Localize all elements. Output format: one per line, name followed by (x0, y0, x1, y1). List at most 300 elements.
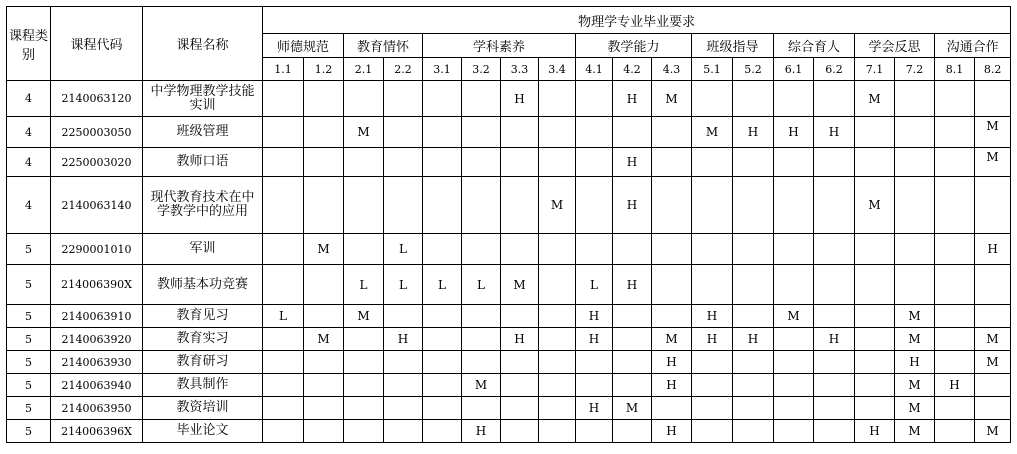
support-level-cell: M (652, 328, 692, 351)
support-level-cell: L (344, 265, 384, 305)
table-row (7, 234, 1011, 265)
indicator-header: 7.1 (855, 58, 895, 81)
support-level-cell (935, 397, 975, 420)
support-level-cell: H (652, 420, 692, 443)
course-category-cell: 4 (7, 177, 51, 234)
table-row (7, 265, 1011, 305)
support-level-cell (975, 397, 1011, 420)
course-name-cell: 教资培训 (143, 397, 263, 420)
indicator-header: 6.2 (814, 58, 855, 81)
support-level-cell (344, 397, 384, 420)
indicator-header: 3.4 (539, 58, 576, 81)
support-level-cell (652, 234, 692, 265)
support-level-cell (935, 234, 975, 265)
course-code-cell: 214006390X (51, 265, 143, 305)
support-level-cell (935, 81, 975, 117)
support-level-cell (774, 265, 814, 305)
support-level-cell (576, 177, 613, 234)
support-level-cell: H (652, 351, 692, 374)
course-category-cell: 4 (7, 148, 51, 177)
support-level-cell (462, 234, 501, 265)
support-level-cell (733, 374, 774, 397)
support-level-cell: M (304, 328, 344, 351)
course-category-cell: 5 (7, 397, 51, 420)
support-level-cell (692, 397, 733, 420)
support-level-cell: H (895, 351, 935, 374)
support-level-cell (263, 374, 304, 397)
support-level-cell (692, 351, 733, 374)
support-level-cell (501, 117, 539, 148)
support-level-cell (975, 374, 1011, 397)
support-level-cell (895, 148, 935, 177)
course-name-cell: 军训 (143, 234, 263, 265)
course-name-cell: 教师口语 (143, 148, 263, 177)
support-level-cell (539, 420, 576, 443)
support-level-cell (263, 117, 304, 148)
course-category-cell: 5 (7, 420, 51, 443)
support-level-cell (652, 148, 692, 177)
support-level-cell: M (774, 305, 814, 328)
support-level-cell (462, 81, 501, 117)
support-level-cell: H (613, 148, 652, 177)
support-level-cell (774, 177, 814, 234)
group-header: 沟通合作 (935, 34, 1011, 58)
indicator-header: 2.2 (384, 58, 423, 81)
support-level-cell (814, 265, 855, 305)
table-row (7, 351, 1011, 374)
course-name-cell: 班级管理 (143, 117, 263, 148)
support-level-cell (304, 117, 344, 148)
support-level-cell (935, 177, 975, 234)
support-level-cell (263, 265, 304, 305)
support-level-cell: H (733, 328, 774, 351)
course-code-cell: 214006396X (51, 420, 143, 443)
course-name-cell: 教师基本功竞赛 (143, 265, 263, 305)
support-level-cell (733, 420, 774, 443)
support-level-cell (462, 177, 501, 234)
support-level-cell (733, 81, 774, 117)
support-level-cell (814, 81, 855, 117)
support-level-cell (539, 397, 576, 420)
course-code-cell: 2140063140 (51, 177, 143, 234)
header-name: 课程名称 (143, 7, 263, 81)
support-level-cell (344, 420, 384, 443)
table-row (7, 148, 1011, 177)
indicator-header: 6.1 (774, 58, 814, 81)
course-code-cell: 2140063920 (51, 328, 143, 351)
support-level-cell (263, 328, 304, 351)
support-level-cell: M (975, 148, 1011, 177)
support-level-cell: H (692, 328, 733, 351)
support-level-cell (652, 305, 692, 328)
support-level-cell (462, 305, 501, 328)
support-level-cell (501, 234, 539, 265)
course-name-cell: 教育研习 (143, 351, 263, 374)
support-level-cell (501, 177, 539, 234)
table-body (7, 81, 1011, 443)
support-level-cell (304, 148, 344, 177)
support-level-cell: M (975, 328, 1011, 351)
course-code-cell: 2250003020 (51, 148, 143, 177)
support-level-cell (613, 117, 652, 148)
support-level-cell (263, 148, 304, 177)
support-level-cell (344, 374, 384, 397)
support-level-cell (384, 397, 423, 420)
support-level-cell (855, 397, 895, 420)
support-level-cell (263, 81, 304, 117)
course-category-cell: 5 (7, 374, 51, 397)
header-code: 课程代码 (51, 7, 143, 81)
table-row (7, 305, 1011, 328)
table-row (7, 177, 1011, 234)
course-code-cell: 2250003050 (51, 117, 143, 148)
support-level-cell: M (895, 397, 935, 420)
support-level-cell (935, 265, 975, 305)
table-row (7, 420, 1011, 443)
support-level-cell (814, 351, 855, 374)
support-level-cell (855, 234, 895, 265)
support-level-cell: H (576, 305, 613, 328)
support-level-cell: M (462, 374, 501, 397)
support-level-cell (344, 81, 384, 117)
support-level-cell (895, 81, 935, 117)
table-row (7, 374, 1011, 397)
support-level-cell (855, 351, 895, 374)
support-level-cell (895, 265, 935, 305)
support-level-cell (814, 305, 855, 328)
indicator-header: 8.2 (975, 58, 1011, 81)
support-level-cell: L (263, 305, 304, 328)
support-level-cell: H (935, 374, 975, 397)
support-level-cell (613, 305, 652, 328)
support-level-cell (263, 397, 304, 420)
support-level-cell (814, 420, 855, 443)
support-level-cell (652, 177, 692, 234)
support-level-cell (576, 420, 613, 443)
support-level-cell: H (501, 81, 539, 117)
support-level-cell (692, 177, 733, 234)
support-level-cell (774, 351, 814, 374)
support-level-cell (304, 305, 344, 328)
course-category-cell: 5 (7, 234, 51, 265)
support-level-cell: H (613, 177, 652, 234)
support-level-cell (855, 305, 895, 328)
support-level-cell (462, 117, 501, 148)
support-level-cell (501, 305, 539, 328)
support-level-cell: H (814, 117, 855, 148)
course-name-cell: 教具制作 (143, 374, 263, 397)
support-level-cell (423, 234, 462, 265)
support-level-cell (652, 397, 692, 420)
support-level-cell: M (501, 265, 539, 305)
support-level-cell: M (613, 397, 652, 420)
support-level-cell (935, 305, 975, 328)
course-code-cell: 2140063950 (51, 397, 143, 420)
support-level-cell (304, 265, 344, 305)
support-level-cell (895, 234, 935, 265)
support-level-cell (304, 397, 344, 420)
support-level-cell: H (692, 305, 733, 328)
support-level-cell (855, 374, 895, 397)
course-category-cell: 5 (7, 265, 51, 305)
group-header: 学会反思 (855, 34, 935, 58)
header-category: 课程类别 (7, 7, 51, 81)
support-level-cell (462, 328, 501, 351)
support-level-cell (344, 148, 384, 177)
support-level-cell (539, 305, 576, 328)
support-level-cell: M (895, 328, 935, 351)
support-level-cell (733, 305, 774, 328)
support-level-cell (263, 420, 304, 443)
support-level-cell: H (652, 374, 692, 397)
course-code-cell: 2140063930 (51, 351, 143, 374)
support-level-cell (501, 148, 539, 177)
support-level-cell: M (975, 420, 1011, 443)
support-level-cell (576, 374, 613, 397)
support-level-cell: H (975, 234, 1011, 265)
table-row (7, 117, 1011, 148)
support-level-cell: M (895, 305, 935, 328)
support-level-cell (539, 374, 576, 397)
support-level-cell (774, 234, 814, 265)
support-level-cell (384, 351, 423, 374)
support-level-cell: M (855, 177, 895, 234)
support-level-cell: M (652, 81, 692, 117)
support-level-cell (774, 374, 814, 397)
support-level-cell (733, 177, 774, 234)
support-level-cell: L (384, 265, 423, 305)
support-level-cell (263, 234, 304, 265)
support-level-cell (423, 397, 462, 420)
support-level-cell (895, 177, 935, 234)
indicator-header: 3.1 (423, 58, 462, 81)
support-level-cell (613, 420, 652, 443)
table-row (7, 81, 1011, 117)
support-level-cell (613, 328, 652, 351)
support-level-cell (814, 397, 855, 420)
support-level-cell (975, 265, 1011, 305)
indicator-header: 3.3 (501, 58, 539, 81)
support-level-cell (423, 374, 462, 397)
support-level-cell (344, 177, 384, 234)
group-header: 教学能力 (576, 34, 692, 58)
support-level-cell (462, 397, 501, 420)
support-level-cell (539, 265, 576, 305)
indicator-header: 4.3 (652, 58, 692, 81)
table-row (7, 397, 1011, 420)
support-level-cell (539, 148, 576, 177)
support-level-cell: H (774, 117, 814, 148)
support-level-cell (344, 328, 384, 351)
course-code-cell: 2140063120 (51, 81, 143, 117)
indicator-header: 2.1 (344, 58, 384, 81)
support-level-cell (263, 177, 304, 234)
support-level-cell: M (895, 374, 935, 397)
course-name-cell: 教育实习 (143, 328, 263, 351)
support-level-cell (814, 234, 855, 265)
support-level-cell (855, 148, 895, 177)
support-level-cell (692, 374, 733, 397)
course-name-cell: 教育见习 (143, 305, 263, 328)
support-level-cell: H (814, 328, 855, 351)
support-level-cell: M (539, 177, 576, 234)
course-category-cell: 4 (7, 81, 51, 117)
support-level-cell (613, 234, 652, 265)
support-level-cell (384, 420, 423, 443)
support-level-cell (501, 397, 539, 420)
support-level-cell (613, 351, 652, 374)
course-code-cell: 2140063910 (51, 305, 143, 328)
course-category-cell: 5 (7, 328, 51, 351)
support-level-cell (855, 328, 895, 351)
support-level-cell: H (462, 420, 501, 443)
table-row (7, 328, 1011, 351)
support-level-cell (935, 117, 975, 148)
support-level-cell (576, 117, 613, 148)
indicator-header: 1.1 (263, 58, 304, 81)
course-name-cell: 现代教育技术在中学教学中的应用 (143, 177, 263, 234)
support-level-cell (692, 420, 733, 443)
group-header: 教育情怀 (344, 34, 423, 58)
indicator-header: 4.2 (613, 58, 652, 81)
support-level-cell: H (576, 397, 613, 420)
support-level-cell (344, 351, 384, 374)
course-category-cell: 4 (7, 117, 51, 148)
support-level-cell (304, 420, 344, 443)
support-level-cell (423, 177, 462, 234)
support-level-cell: M (344, 305, 384, 328)
support-level-cell (501, 374, 539, 397)
support-level-cell (935, 420, 975, 443)
indicator-header: 1.2 (304, 58, 344, 81)
support-level-cell (423, 148, 462, 177)
support-level-cell (539, 234, 576, 265)
support-level-cell (733, 397, 774, 420)
indicator-header: 8.1 (935, 58, 975, 81)
support-level-cell (814, 148, 855, 177)
support-level-cell: H (855, 420, 895, 443)
support-level-cell (814, 177, 855, 234)
group-header: 综合育人 (774, 34, 855, 58)
support-level-cell (975, 81, 1011, 117)
support-level-cell: L (576, 265, 613, 305)
support-level-cell: M (344, 117, 384, 148)
support-level-cell (975, 305, 1011, 328)
support-level-cell (774, 148, 814, 177)
support-level-cell (462, 351, 501, 374)
support-level-cell (935, 328, 975, 351)
support-level-cell (814, 374, 855, 397)
support-level-cell (501, 351, 539, 374)
support-level-cell (692, 234, 733, 265)
indicator-header: 4.1 (576, 58, 613, 81)
support-level-cell (895, 117, 935, 148)
support-level-cell (935, 148, 975, 177)
support-level-cell (539, 117, 576, 148)
support-level-cell (423, 81, 462, 117)
indicator-header: 7.2 (895, 58, 935, 81)
support-level-cell: M (692, 117, 733, 148)
support-level-cell: L (462, 265, 501, 305)
support-level-cell (733, 351, 774, 374)
indicator-header: 5.1 (692, 58, 733, 81)
support-level-cell (774, 420, 814, 443)
support-level-cell (733, 265, 774, 305)
support-level-cell (576, 148, 613, 177)
support-level-cell (576, 234, 613, 265)
support-level-cell (733, 234, 774, 265)
support-level-cell (774, 397, 814, 420)
support-level-cell (423, 305, 462, 328)
requirements-matrix-table (6, 6, 1011, 443)
support-level-cell (462, 148, 501, 177)
support-level-cell (774, 81, 814, 117)
support-level-cell (652, 265, 692, 305)
group-header: 学科素养 (423, 34, 576, 58)
support-level-cell (539, 328, 576, 351)
support-level-cell: M (975, 351, 1011, 374)
support-level-cell (774, 328, 814, 351)
support-level-cell: M (895, 420, 935, 443)
support-level-cell (384, 117, 423, 148)
support-level-cell (652, 117, 692, 148)
support-level-cell: H (733, 117, 774, 148)
course-code-cell: 2290001010 (51, 234, 143, 265)
support-level-cell: H (501, 328, 539, 351)
support-level-cell (613, 374, 652, 397)
support-level-cell (304, 177, 344, 234)
support-level-cell (384, 305, 423, 328)
support-level-cell (423, 420, 462, 443)
course-name-cell: 中学物理教学技能实训 (143, 81, 263, 117)
support-level-cell: M (855, 81, 895, 117)
support-level-cell (692, 148, 733, 177)
support-level-cell (384, 148, 423, 177)
support-level-cell (733, 148, 774, 177)
support-level-cell (423, 117, 462, 148)
indicator-header: 3.2 (462, 58, 501, 81)
support-level-cell: H (576, 328, 613, 351)
header-requirements-title: 物理学专业毕业要求 (263, 7, 1011, 34)
course-code-cell: 2140063940 (51, 374, 143, 397)
support-level-cell: H (384, 328, 423, 351)
support-level-cell (539, 351, 576, 374)
support-level-cell: M (975, 117, 1011, 148)
support-level-cell (501, 420, 539, 443)
course-name-cell: 毕业论文 (143, 420, 263, 443)
support-level-cell (384, 374, 423, 397)
support-level-cell: H (613, 265, 652, 305)
support-level-cell (384, 81, 423, 117)
course-category-cell: 5 (7, 351, 51, 374)
support-level-cell (855, 117, 895, 148)
support-level-cell (576, 81, 613, 117)
support-level-cell (576, 351, 613, 374)
support-level-cell (539, 81, 576, 117)
support-level-cell (692, 81, 733, 117)
group-header: 班级指导 (692, 34, 774, 58)
support-level-cell (263, 351, 304, 374)
indicator-header: 5.2 (733, 58, 774, 81)
support-level-cell (692, 265, 733, 305)
group-header: 师德规范 (263, 34, 344, 58)
course-category-cell: 5 (7, 305, 51, 328)
support-level-cell (304, 81, 344, 117)
support-level-cell (855, 265, 895, 305)
support-level-cell (384, 177, 423, 234)
support-level-cell (304, 351, 344, 374)
support-level-cell (423, 351, 462, 374)
